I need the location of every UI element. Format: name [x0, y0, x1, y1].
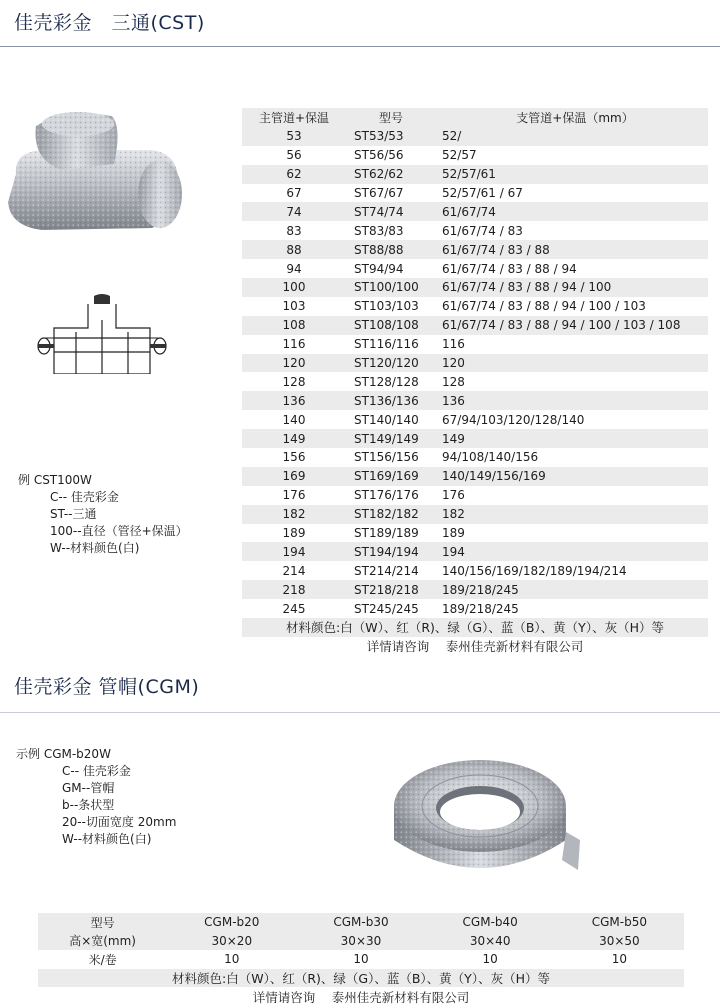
main-pipe-cell: 156	[242, 448, 346, 467]
main-pipe-cell: 62	[242, 165, 346, 184]
table-row	[242, 202, 708, 221]
model-cell: ST169/169	[346, 467, 436, 486]
table-row	[242, 486, 708, 505]
colors-note-row	[38, 969, 684, 988]
branch-pipe-cell: 176	[436, 486, 708, 505]
branch-pipe-cell: 61/67/74 / 83	[436, 221, 708, 240]
model-cell: ST103/103	[346, 297, 436, 316]
table-row	[242, 221, 708, 240]
model-cell: ST100/100	[346, 278, 436, 297]
cap-example-line: b--条状型	[62, 798, 115, 812]
branch-pipe-cell: 61/67/74	[436, 202, 708, 221]
branch-pipe-cell: 189/218/245	[436, 599, 708, 618]
cap-example-line: 20--切面宽度 20mm	[62, 815, 177, 829]
main-pipe-cell: 83	[242, 221, 346, 240]
main-pipe-cell: 218	[242, 580, 346, 599]
table-cell: 10	[426, 950, 555, 969]
main-pipe-cell: 100	[242, 278, 346, 297]
main-pipe-cell: 136	[242, 391, 346, 410]
main-pipe-cell: 120	[242, 354, 346, 373]
model-cell: ST88/88	[346, 240, 436, 259]
cap-header-cell: CGM-b50	[555, 913, 684, 932]
table-row	[242, 542, 708, 561]
model-cell: ST108/108	[346, 316, 436, 335]
table-row	[242, 561, 708, 580]
table-row	[242, 391, 708, 410]
tee-section-title: 佳壳彩金 三通(CST)	[14, 12, 205, 34]
main-pipe-cell: 67	[242, 184, 346, 203]
cap-roll-photo	[380, 736, 590, 896]
table-row	[242, 354, 708, 373]
table-row	[242, 429, 708, 448]
branch-pipe-cell: 67/94/103/120/128/140	[436, 410, 708, 429]
table-cell: 高×宽(mm)	[38, 932, 167, 951]
model-cell: ST53/53	[346, 127, 436, 146]
branch-pipe-cell: 136	[436, 391, 708, 410]
branch-pipe-cell: 120	[436, 354, 708, 373]
contact-row	[242, 637, 708, 656]
model-cell: ST116/116	[346, 335, 436, 354]
main-pipe-cell: 128	[242, 372, 346, 391]
model-cell: ST140/140	[346, 410, 436, 429]
main-pipe-cell: 103	[242, 297, 346, 316]
table-row	[242, 372, 708, 391]
main-pipe-cell: 140	[242, 410, 346, 429]
table-header-row	[38, 913, 684, 932]
branch-pipe-cell: 61/67/74 / 83 / 88 / 94 / 100 / 103	[436, 297, 708, 316]
branch-pipe-cell: 194	[436, 542, 708, 561]
cap-example-title: 示例 CGM-b20W	[16, 747, 111, 761]
cap-spec-table	[38, 913, 684, 1006]
branch-pipe-cell: 128	[436, 372, 708, 391]
table-row	[38, 950, 684, 969]
colors-note: 材料颜色:白（W）、红（R)、绿（G）、蓝（B）、黄（Y）、灰（H）等	[242, 618, 708, 637]
table-row	[242, 335, 708, 354]
main-pipe-cell: 88	[242, 240, 346, 259]
main-pipe-cell: 74	[242, 202, 346, 221]
tee-example-line: C-- 佳壳彩金	[50, 490, 119, 504]
main-pipe-cell: 116	[242, 335, 346, 354]
branch-pipe-cell: 61/67/74 / 83 / 88 / 94 / 100 / 103 / 108	[436, 316, 708, 335]
branch-pipe-cell: 61/67/74 / 83 / 88 / 94	[436, 259, 708, 278]
model-cell: ST194/194	[346, 542, 436, 561]
model-cell: ST176/176	[346, 486, 436, 505]
model-cell: ST189/189	[346, 524, 436, 543]
title-divider	[0, 46, 720, 47]
branch-pipe-cell: 94/108/140/156	[436, 448, 708, 467]
table-cell: 10	[296, 950, 425, 969]
table-header-row	[242, 108, 708, 127]
table-row	[242, 599, 708, 618]
model-cell: ST218/218	[346, 580, 436, 599]
table-row	[242, 146, 708, 165]
table-row	[38, 932, 684, 951]
model-cell: ST128/128	[346, 372, 436, 391]
main-pipe-cell: 189	[242, 524, 346, 543]
branch-pipe-cell: 61/67/74 / 83 / 88 / 94 / 100	[436, 278, 708, 297]
colors-note: 材料颜色:白（W）、红（R)、绿（G）、蓝（B）、黄（Y）、灰（H）等	[38, 969, 684, 988]
cap-header-cell: 型号	[38, 913, 167, 932]
cap-header-cell: CGM-b20	[167, 913, 296, 932]
cap-example-line: C-- 佳壳彩金	[62, 764, 131, 778]
cap-section-title: 佳壳彩金 管帽(CGM)	[14, 676, 200, 698]
contact-row	[38, 987, 684, 1006]
branch-pipe-cell: 182	[436, 505, 708, 524]
branch-pipe-cell: 52/57/61 / 67	[436, 184, 708, 203]
cap-title-divider	[0, 712, 720, 713]
table-cell: 30×40	[426, 932, 555, 951]
table-row	[242, 278, 708, 297]
cap-header-cell: CGM-b30	[296, 913, 425, 932]
tee-example-line: W--材料颜色(白)	[50, 541, 140, 555]
header-model: 型号	[346, 108, 436, 127]
table-row	[242, 316, 708, 335]
table-row	[242, 580, 708, 599]
main-pipe-cell: 169	[242, 467, 346, 486]
main-pipe-cell: 182	[242, 505, 346, 524]
main-pipe-cell: 176	[242, 486, 346, 505]
main-pipe-cell: 56	[242, 146, 346, 165]
model-cell: ST136/136	[346, 391, 436, 410]
model-cell: ST74/74	[346, 202, 436, 221]
branch-pipe-cell: 52/	[436, 127, 708, 146]
table-row	[242, 184, 708, 203]
model-cell: ST83/83	[346, 221, 436, 240]
branch-pipe-cell: 140/149/156/169	[436, 467, 708, 486]
main-pipe-cell: 94	[242, 259, 346, 278]
table-row	[242, 259, 708, 278]
tee-example-title: 例 CST100W	[18, 473, 92, 487]
main-pipe-cell: 53	[242, 127, 346, 146]
tee-fitting-photo	[2, 104, 188, 244]
main-pipe-cell: 194	[242, 542, 346, 561]
main-pipe-cell: 108	[242, 316, 346, 335]
table-row	[242, 165, 708, 184]
tee-spec-table	[242, 108, 708, 656]
model-cell: ST182/182	[346, 505, 436, 524]
header-main-pipe: 主管道+保温	[242, 108, 346, 127]
header-branch-pipe: 支管道+保温（mm）	[436, 108, 708, 127]
table-cell: 米/卷	[38, 950, 167, 969]
model-cell: ST149/149	[346, 429, 436, 448]
branch-pipe-cell: 61/67/74 / 83 / 88	[436, 240, 708, 259]
branch-pipe-cell: 149	[436, 429, 708, 448]
contact-info: 详情请咨询 泰州佳壳新材料有限公司	[38, 987, 684, 1006]
branch-pipe-cell: 52/57	[436, 146, 708, 165]
model-cell: ST120/120	[346, 354, 436, 373]
model-cell: ST245/245	[346, 599, 436, 618]
branch-pipe-cell: 116	[436, 335, 708, 354]
table-cell: 30×30	[296, 932, 425, 951]
table-cell: 30×20	[167, 932, 296, 951]
table-row	[242, 410, 708, 429]
main-pipe-cell: 149	[242, 429, 346, 448]
tee-schematic-drawing	[36, 290, 168, 374]
table-cell: 30×50	[555, 932, 684, 951]
model-cell: ST67/67	[346, 184, 436, 203]
main-pipe-cell: 214	[242, 561, 346, 580]
model-cell: ST214/214	[346, 561, 436, 580]
main-pipe-cell: 245	[242, 599, 346, 618]
branch-pipe-cell: 52/57/61	[436, 165, 708, 184]
table-cell: 10	[167, 950, 296, 969]
contact-info: 详情请咨询 泰州佳壳新材料有限公司	[242, 637, 708, 656]
table-cell: 10	[555, 950, 684, 969]
branch-pipe-cell: 189/218/245	[436, 580, 708, 599]
table-row	[242, 467, 708, 486]
model-cell: ST94/94	[346, 259, 436, 278]
cap-header-cell: CGM-b40	[426, 913, 555, 932]
table-row	[242, 505, 708, 524]
model-cell: ST62/62	[346, 165, 436, 184]
tee-example-line: 100--直径（管径+保温）	[50, 524, 188, 538]
table-row	[242, 297, 708, 316]
cap-example-legend	[16, 746, 176, 848]
table-row	[242, 524, 708, 543]
cap-example-line: W--材料颜色(白)	[62, 832, 152, 846]
table-row	[242, 448, 708, 467]
table-row	[242, 240, 708, 259]
cap-example-line: GM--管帽	[62, 781, 115, 795]
colors-note-row	[242, 618, 708, 637]
model-cell: ST56/56	[346, 146, 436, 165]
tee-example-line: ST--三通	[50, 507, 97, 521]
model-cell: ST156/156	[346, 448, 436, 467]
table-row	[242, 127, 708, 146]
branch-pipe-cell: 140/156/169/182/189/194/214	[436, 561, 708, 580]
tee-example-legend	[18, 472, 188, 557]
branch-pipe-cell: 189	[436, 524, 708, 543]
